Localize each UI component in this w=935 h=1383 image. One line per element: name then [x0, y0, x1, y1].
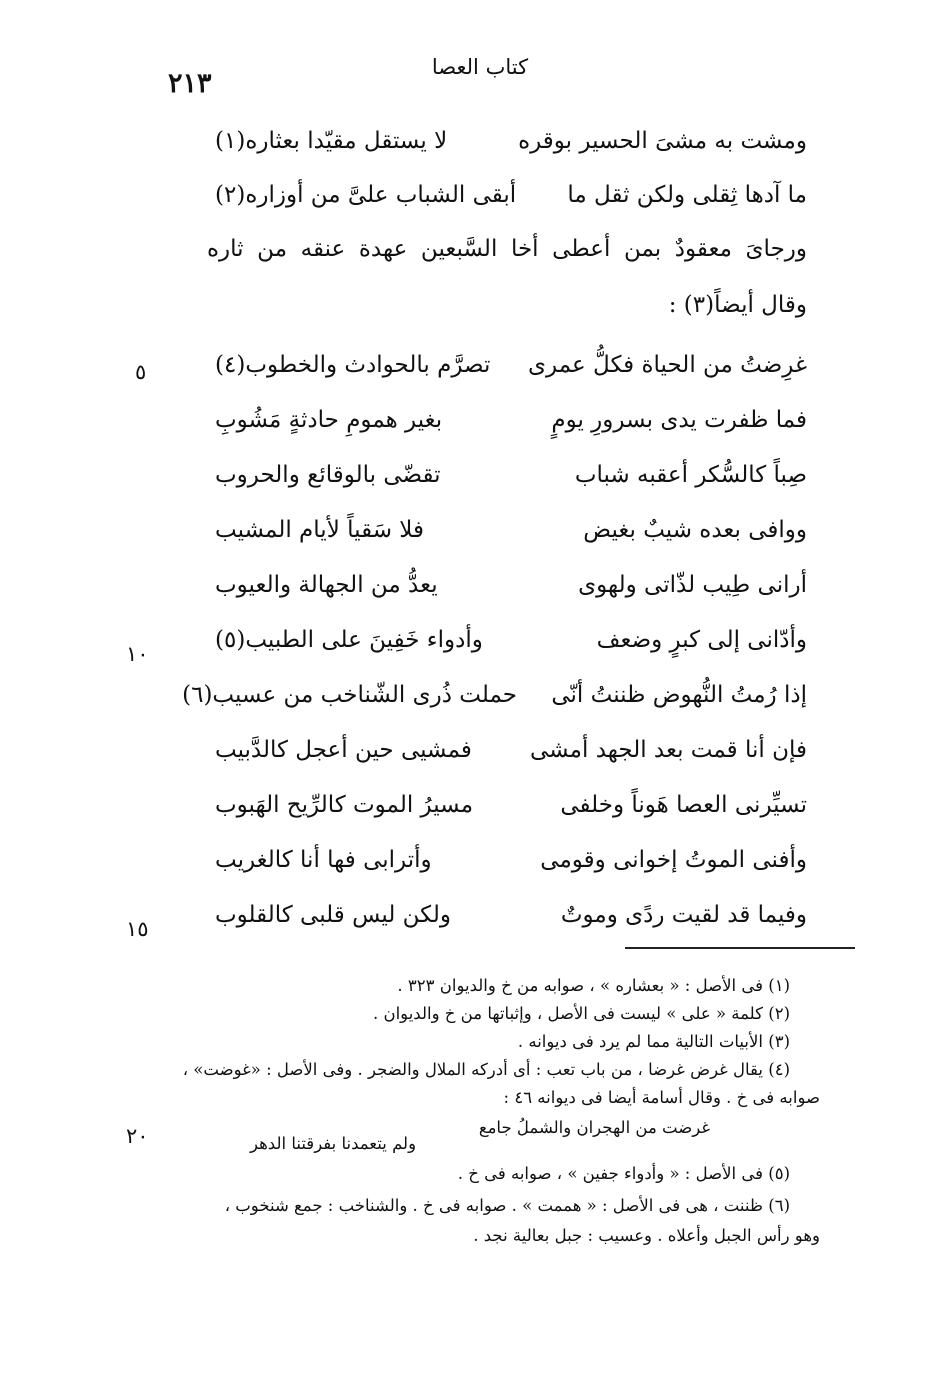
footnote-verse-right: غرضت من الهجران والشملُ جامع	[478, 1118, 710, 1137]
page-number: ٢١٣	[168, 68, 212, 99]
verse-right-hemistich: وفيما قد لقيت ردًى وموتٌ	[560, 902, 807, 928]
verse-left-hemistich: حملت ذُرى الشّناخب من عسيب(٦)	[182, 682, 517, 708]
verse-right-hemistich: ووافى بعده شيبٌ بغيض	[583, 517, 807, 543]
verse-right-hemistich: فما ظفرت يدى بسرورِ يومٍ	[551, 407, 807, 433]
verse-right-hemistich: صِباً كالسُّكر أعقبه شباب	[574, 462, 807, 488]
continuous-verse-line: ورجاىَ معقودٌ بمن أعطى أخا السَّبعين عهدة عنقه من ثاره	[207, 236, 807, 262]
verse-left-hemistich: وأدواء خَفِينَ على الطبيب(٥)	[215, 627, 483, 653]
verse-right-hemistich: إذا رُمتُ النُّهوض ظننتُ أنّى	[551, 682, 807, 708]
footnote-continuation: صوابه فى خ . وقال أسامة أيضا فى ديوانه ٤٦ :	[503, 1088, 820, 1107]
verse-left-hemistich: تقضّى بالوقائع والحروب	[215, 462, 441, 488]
footnote: (٣) الأبيات التالية مما لم يرد فى ديوانه .	[517, 1032, 790, 1051]
footnote-verse-left: ولم يتعمدنا بفرقتنا الدهر	[250, 1134, 417, 1153]
footnote: (٥) فى الأصل : « وأدواء جفين » ، صوابه فى خ .	[457, 1164, 790, 1183]
verse-right-hemistich: تسيِّرنى العصا هَوناً وخلفى	[560, 792, 807, 818]
verse-left-hemistich: مسيرُ الموت كالرِّيح الهَبوب	[215, 792, 474, 818]
verse-left-hemistich: فمشيى حين أعجل كالدَّبيب	[215, 737, 472, 763]
verse-left-hemistich: فلا سَقياً لأيام المشيب	[215, 517, 425, 543]
verse-right-hemistich: ما آدها ثِقلى ولكن ثقل ما	[567, 182, 807, 208]
verse-left-hemistich: لا يستقل مقيّدا بعثاره(١)	[215, 128, 448, 154]
verse-left-hemistich: تصرَّم بالحوادث والخطوب(٤)	[215, 352, 491, 378]
verse-left-hemistich: بغير همومِ حادثةٍ مَشُوبِ	[215, 407, 443, 433]
verse-right-hemistich: وأفنى الموتُ إخوانى وقومى	[540, 847, 807, 873]
line-number-margin: ٢٠	[126, 1124, 149, 1148]
verse-left-hemistich: أبقى الشباب علىَّ من أوزاره(٢)	[215, 182, 517, 208]
footnote-continuation: وهو رأس الجبل وأعلاه . وعسيب : جبل بعالية نجد .	[473, 1226, 820, 1245]
line-number-margin: ٥	[135, 360, 147, 384]
verse-right-hemistich: غرِضتُ من الحياة فكلُّ عمرى	[528, 352, 807, 378]
footnote: (٢) كلمة « على » ليست فى الأصل ، وإثباتها من خ والديوان .	[372, 1004, 790, 1023]
line-number-margin: ١٠	[126, 642, 149, 666]
verse-right-hemistich: أرانى طِيب لذّاتى ولهوى	[578, 572, 807, 598]
footnote: (١) فى الأصل : « بعشاره » ، صوابه من خ والديوان ٣٢٣ .	[397, 976, 790, 995]
footnote-separator-rule	[625, 947, 855, 949]
running-title: كتاب العصا	[431, 55, 529, 79]
verse-right-hemistich: فإن أنا قمت بعد الجهد أمشى	[529, 737, 807, 763]
verse-left-hemistich: وأترابى فها أنا كالغريب	[215, 847, 432, 873]
poem-intro: وقال أيضاً(٣) :	[668, 292, 807, 318]
line-number-margin: ١٥	[126, 917, 149, 941]
verse-left-hemistich: ولكن ليس قلبى كالقلوب	[215, 902, 451, 928]
verse-left-hemistich: يعدُّ من الجهالة والعيوب	[215, 572, 438, 598]
verse-right-hemistich: ومشت به مشىَ الحسير بوقره	[518, 128, 807, 154]
footnote: (٦) ظننت ، هى فى الأصل : « هممت » . صوابه فى خ . والشناخب : جمع شنخوب ،	[224, 1196, 790, 1215]
verse-right-hemistich: وأدّانى إلى كبرٍ وضعف	[596, 627, 807, 653]
footnote: (٤) يقال غرض غرضا ، من باب تعب : أى أدركه الملال والضجر . وفى الأصل : «غوضت» ،	[182, 1060, 790, 1079]
